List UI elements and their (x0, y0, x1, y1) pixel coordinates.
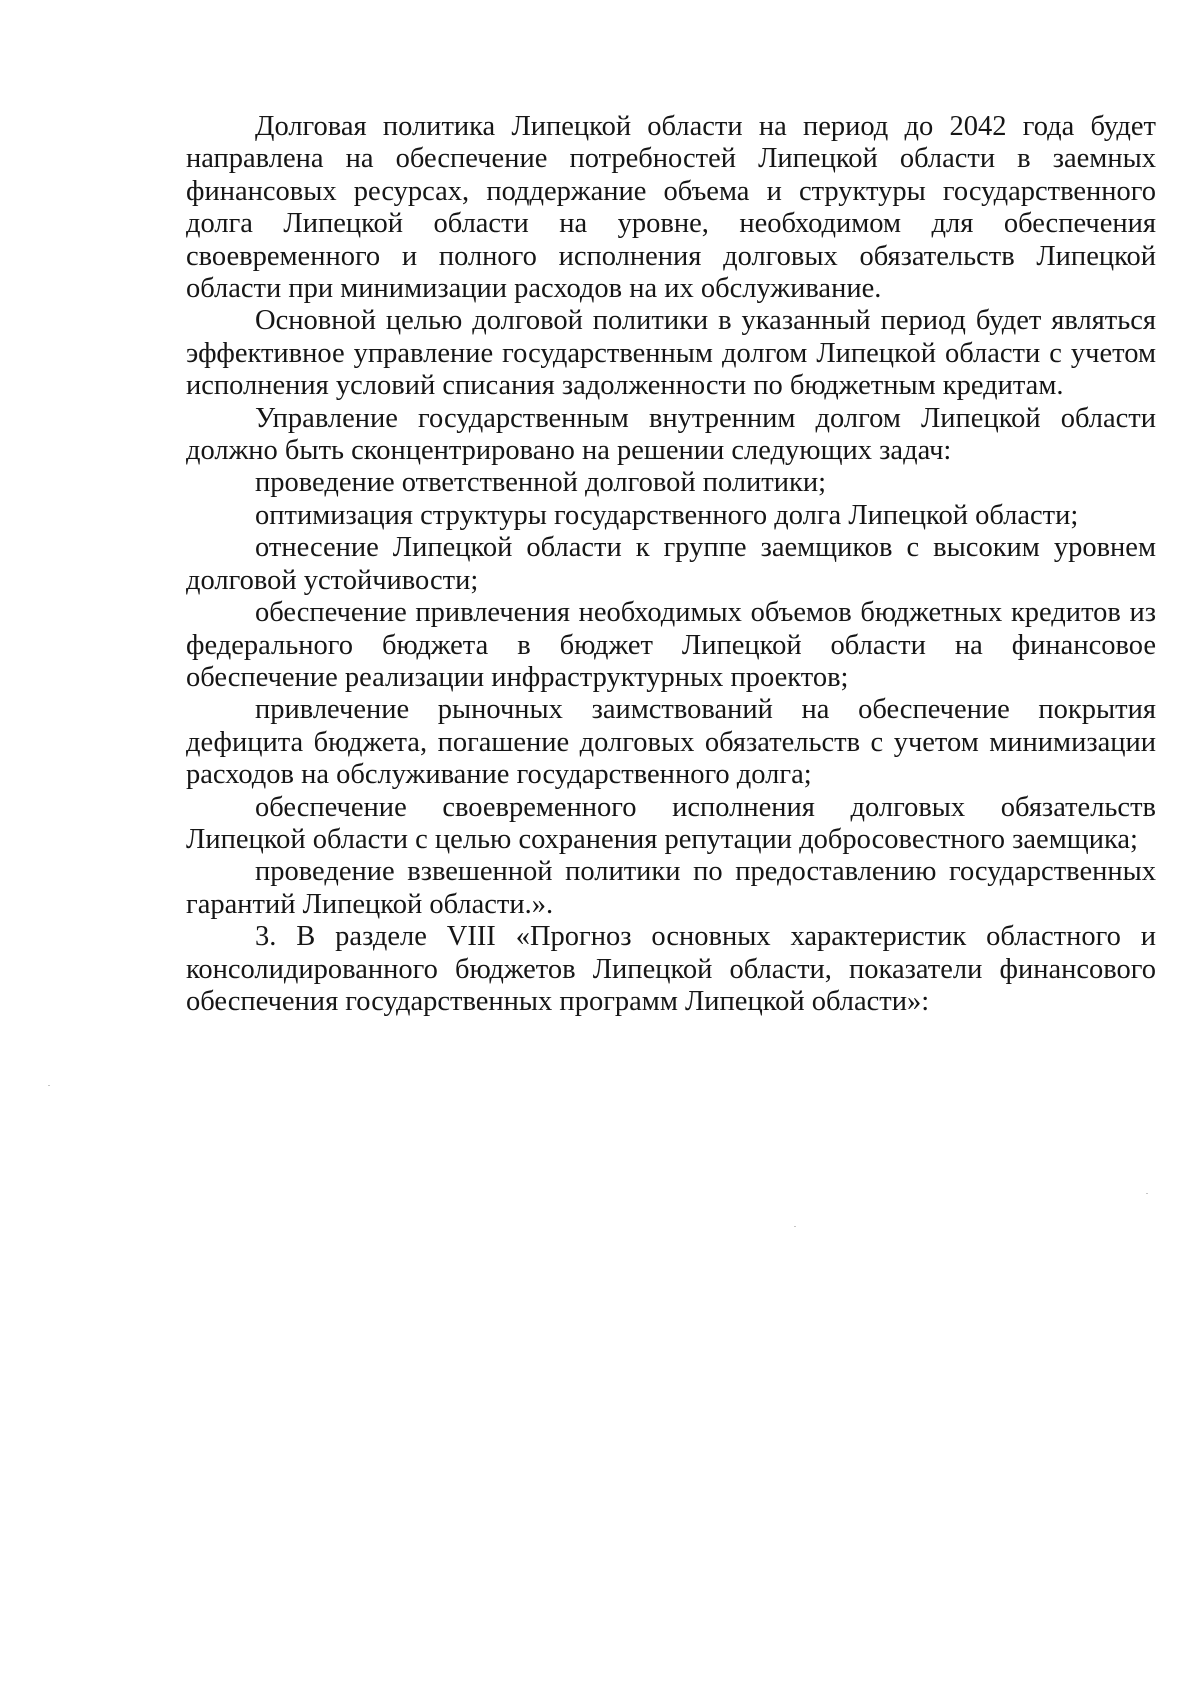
scan-speck (1146, 1193, 1148, 1194)
list-item-budget-credits: обеспечение привлечения необходимых объемов бюджетных кредитов из федерального бюджета в бюджет Липецкой области на финансовое обеспечение реализации инфраструктурных проектов; (186, 597, 1156, 693)
scan-speck (794, 1226, 796, 1227)
list-item-timely-fulfillment: обеспечение своевременного исполнения долговых обязательств Липецкой области с целью сохранения репутации добросовестного заемщика; (186, 791, 1156, 855)
document-body (186, 111, 1156, 1018)
list-item-responsible-policy: проведение ответственной долговой политики; (255, 467, 827, 499)
scan-speck (48, 1085, 50, 1086)
paragraph-section-viii: 3. В разделе VIII «Прогноз основных характеристик областного и консолидированного бюджетов Липецкой области, показатели финансового обеспечения государственных программ Липецкой области»: (186, 921, 1156, 1017)
list-item-debt-structure-optimization: оптимизация структуры государственного долга Липецкой области; (255, 499, 1079, 531)
paragraph-debt-management-tasks-intro: Управление государственным внутренним долгом Липецкой области должно быть сконцентрировано на решении следующих задач: (186, 402, 1156, 467)
list-item-high-sustainability-group: отнесение Липецкой области к группе заемщиков с высоким уровнем долговой устойчивости; (186, 532, 1156, 596)
list-item-market-borrowings: привлечение рыночных заимствований на обеспечение покрытия дефицита бюджета, погашение долговых обязательств с учетом минимизации расходов на обслуживание государственного долга; (186, 694, 1156, 791)
list-item-state-guarantees: проведение взвешенной политики по предоставлению государственных гарантий Липецкой области.». (186, 856, 1156, 920)
paragraph-main-objective: Основной целью долговой политики в указанный период будет являться эффективное управление государственным долгом Липецкой области с учетом исполнения условий списания задолженности по бюджетным кредитам. (186, 305, 1156, 402)
paragraph-debt-policy-goals: Долговая политика Липецкой области на период до 2042 года будет направлена на обеспечение потребностей Липецкой области в заемных финансовых ресурсах, поддержание объема и структуры государственного долга Липецкой области на уровне, необходимом для обеспечения своевременного и полного исполнения долговых обязательств Липецкой области при минимизации расходов на их обслуживание. (186, 111, 1156, 305)
